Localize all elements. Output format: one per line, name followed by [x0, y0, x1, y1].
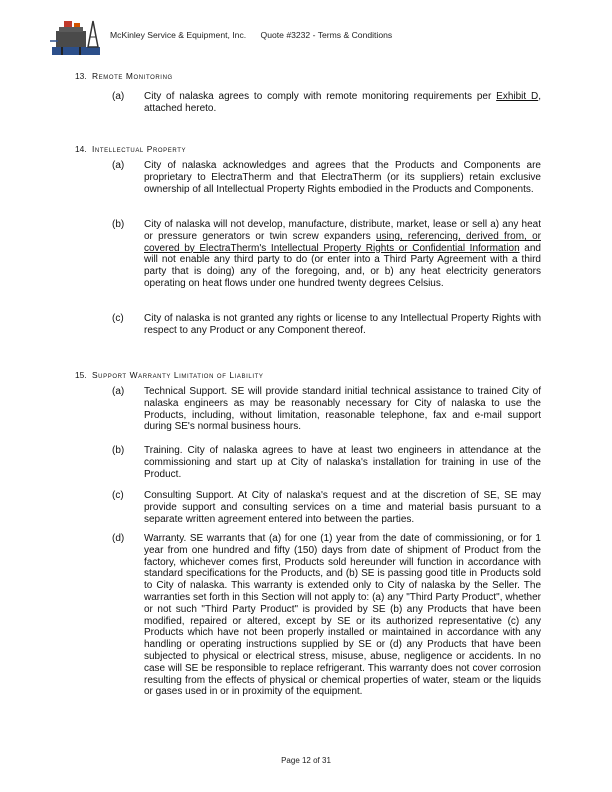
exhibit-reference: Exhibit D: [496, 91, 539, 102]
company-logo-icon: [50, 17, 102, 57]
section-heading-14: [75, 144, 186, 154]
clause-text: City of nalaska acknowledges and agrees that the Products and Components are proprietary to ElectraTherm and that ElectraTherm (or its suppliers) retain exclusive ownership of all Intellectual Property Rights embodied in the Products and Components.: [144, 160, 541, 195]
clause-label: (c): [112, 490, 124, 501]
clause-label: (d): [112, 533, 125, 544]
clause-text: Warranty. SE warrants that (a) for one (1) year from the date of commissioning, or for 1 year from one hundred and fifty (150) days from date of shipment of Product from the factory, whichever comes first, Products sold hereunder will function in accordance with standard specifications for the Products, and (b) SE is passing good title in Products sold to City of nalaska. This warranty is extended only to City of nalaska by the Seller. The warranties set forth in this Section will not apply to: (a) any "Third Party Product", whether or not such "Third Party Product" is provided by SE (b) any Products that have been modified, repaired or altered, except by SE or its authorized representative (c) any Products which have not been properly installed or maintained in accordance with any handling or operating instructions supplied by SE or (d) any Products that have been subjected to physical or electrical stress, misuse, abuse, negligence or accidents. In no case will SE be responsible to replace refrigerant. This warranty does not cover corrosion resulting from the effects of physical or chemical properties of water, steam or the liquids or gases used in or in proximity of the equipment.: [144, 533, 541, 698]
clause-label: (a): [112, 386, 125, 397]
clause-text: Technical Support. SE will provide standard initial technical assistance to trained City of nalaska engineers as may be reasonably necessary for City of nalaska to use the Products, including, without limitation, reasonable telephone, fax and e-mail support during SE's normal business hours.: [144, 386, 541, 433]
clause-text: Training. City of nalaska agrees to have at least two engineers in attendance at the commissioning and start up at City of nalaska's installation for training in use of the Product.: [144, 445, 541, 480]
clause-text: City of nalaska will not develop, manufacture, distribute, market, lease or sell a) any heat or pressure generators or twin screw expanders using, referencing, derived from, or covered by ElectraTherm's Intellectual Property Rights or Confidential Information and will not enable any third party to do (or enter into a Third Party Agreement with a third party that is doing) any of the foregoing, and, or b) any heat electricity generators operating on heat flows under one hundred twenty degrees Celsius.: [144, 219, 541, 289]
section-number: 13.: [75, 71, 87, 81]
clause-text: City of nalaska is not granted any rights or license to any Intellectual Property Rights with respect to any Product or any Component thereof.: [144, 313, 541, 336]
clause-13a: [112, 91, 541, 115]
clause-label: (a): [112, 91, 125, 102]
clause-15a: [112, 386, 541, 433]
section-title: Intellectual Property: [92, 144, 187, 154]
ip-restriction-underlined: using, referencing, derived from, or covered by ElectraTherm's Intellectual Property Rights or Confidential Information: [144, 230, 541, 254]
section-heading-15: [75, 370, 263, 380]
clause-14a: [112, 160, 541, 195]
section-heading-13: [75, 71, 173, 81]
company-name: McKinley Service & Equipment, Inc.: [110, 30, 247, 40]
clause-15c: [112, 490, 541, 525]
section-title: Remote Monitoring: [92, 71, 173, 81]
clause-label: (c): [112, 313, 124, 324]
section-number: 15.: [75, 370, 87, 380]
clause-14c: [112, 313, 541, 337]
section-title: Support Warranty Limitation of Liability: [92, 370, 264, 380]
clause-label: (b): [112, 445, 125, 456]
clause-14b: [112, 219, 541, 290]
page-number: Page 12 of 31: [281, 756, 331, 765]
clause-text: City of nalaska agrees to comply with remote monitoring requirements per Exhibit D, attached hereto.: [144, 91, 542, 114]
clause-15b: [112, 445, 541, 480]
clause-text: Consulting Support. At City of nalaska's request and at the discretion of SE, SE may provide support and consulting services on a time and material basis pursuant to a separate written agreement entered into between the parties.: [144, 490, 541, 525]
clause-15d: [112, 533, 541, 698]
clause-label: (b): [112, 219, 125, 230]
page-header: [110, 30, 392, 40]
quote-title: Quote #3232 - Terms & Conditions: [260, 30, 393, 40]
section-number: 14.: [75, 144, 87, 154]
clause-label: (a): [112, 160, 125, 171]
